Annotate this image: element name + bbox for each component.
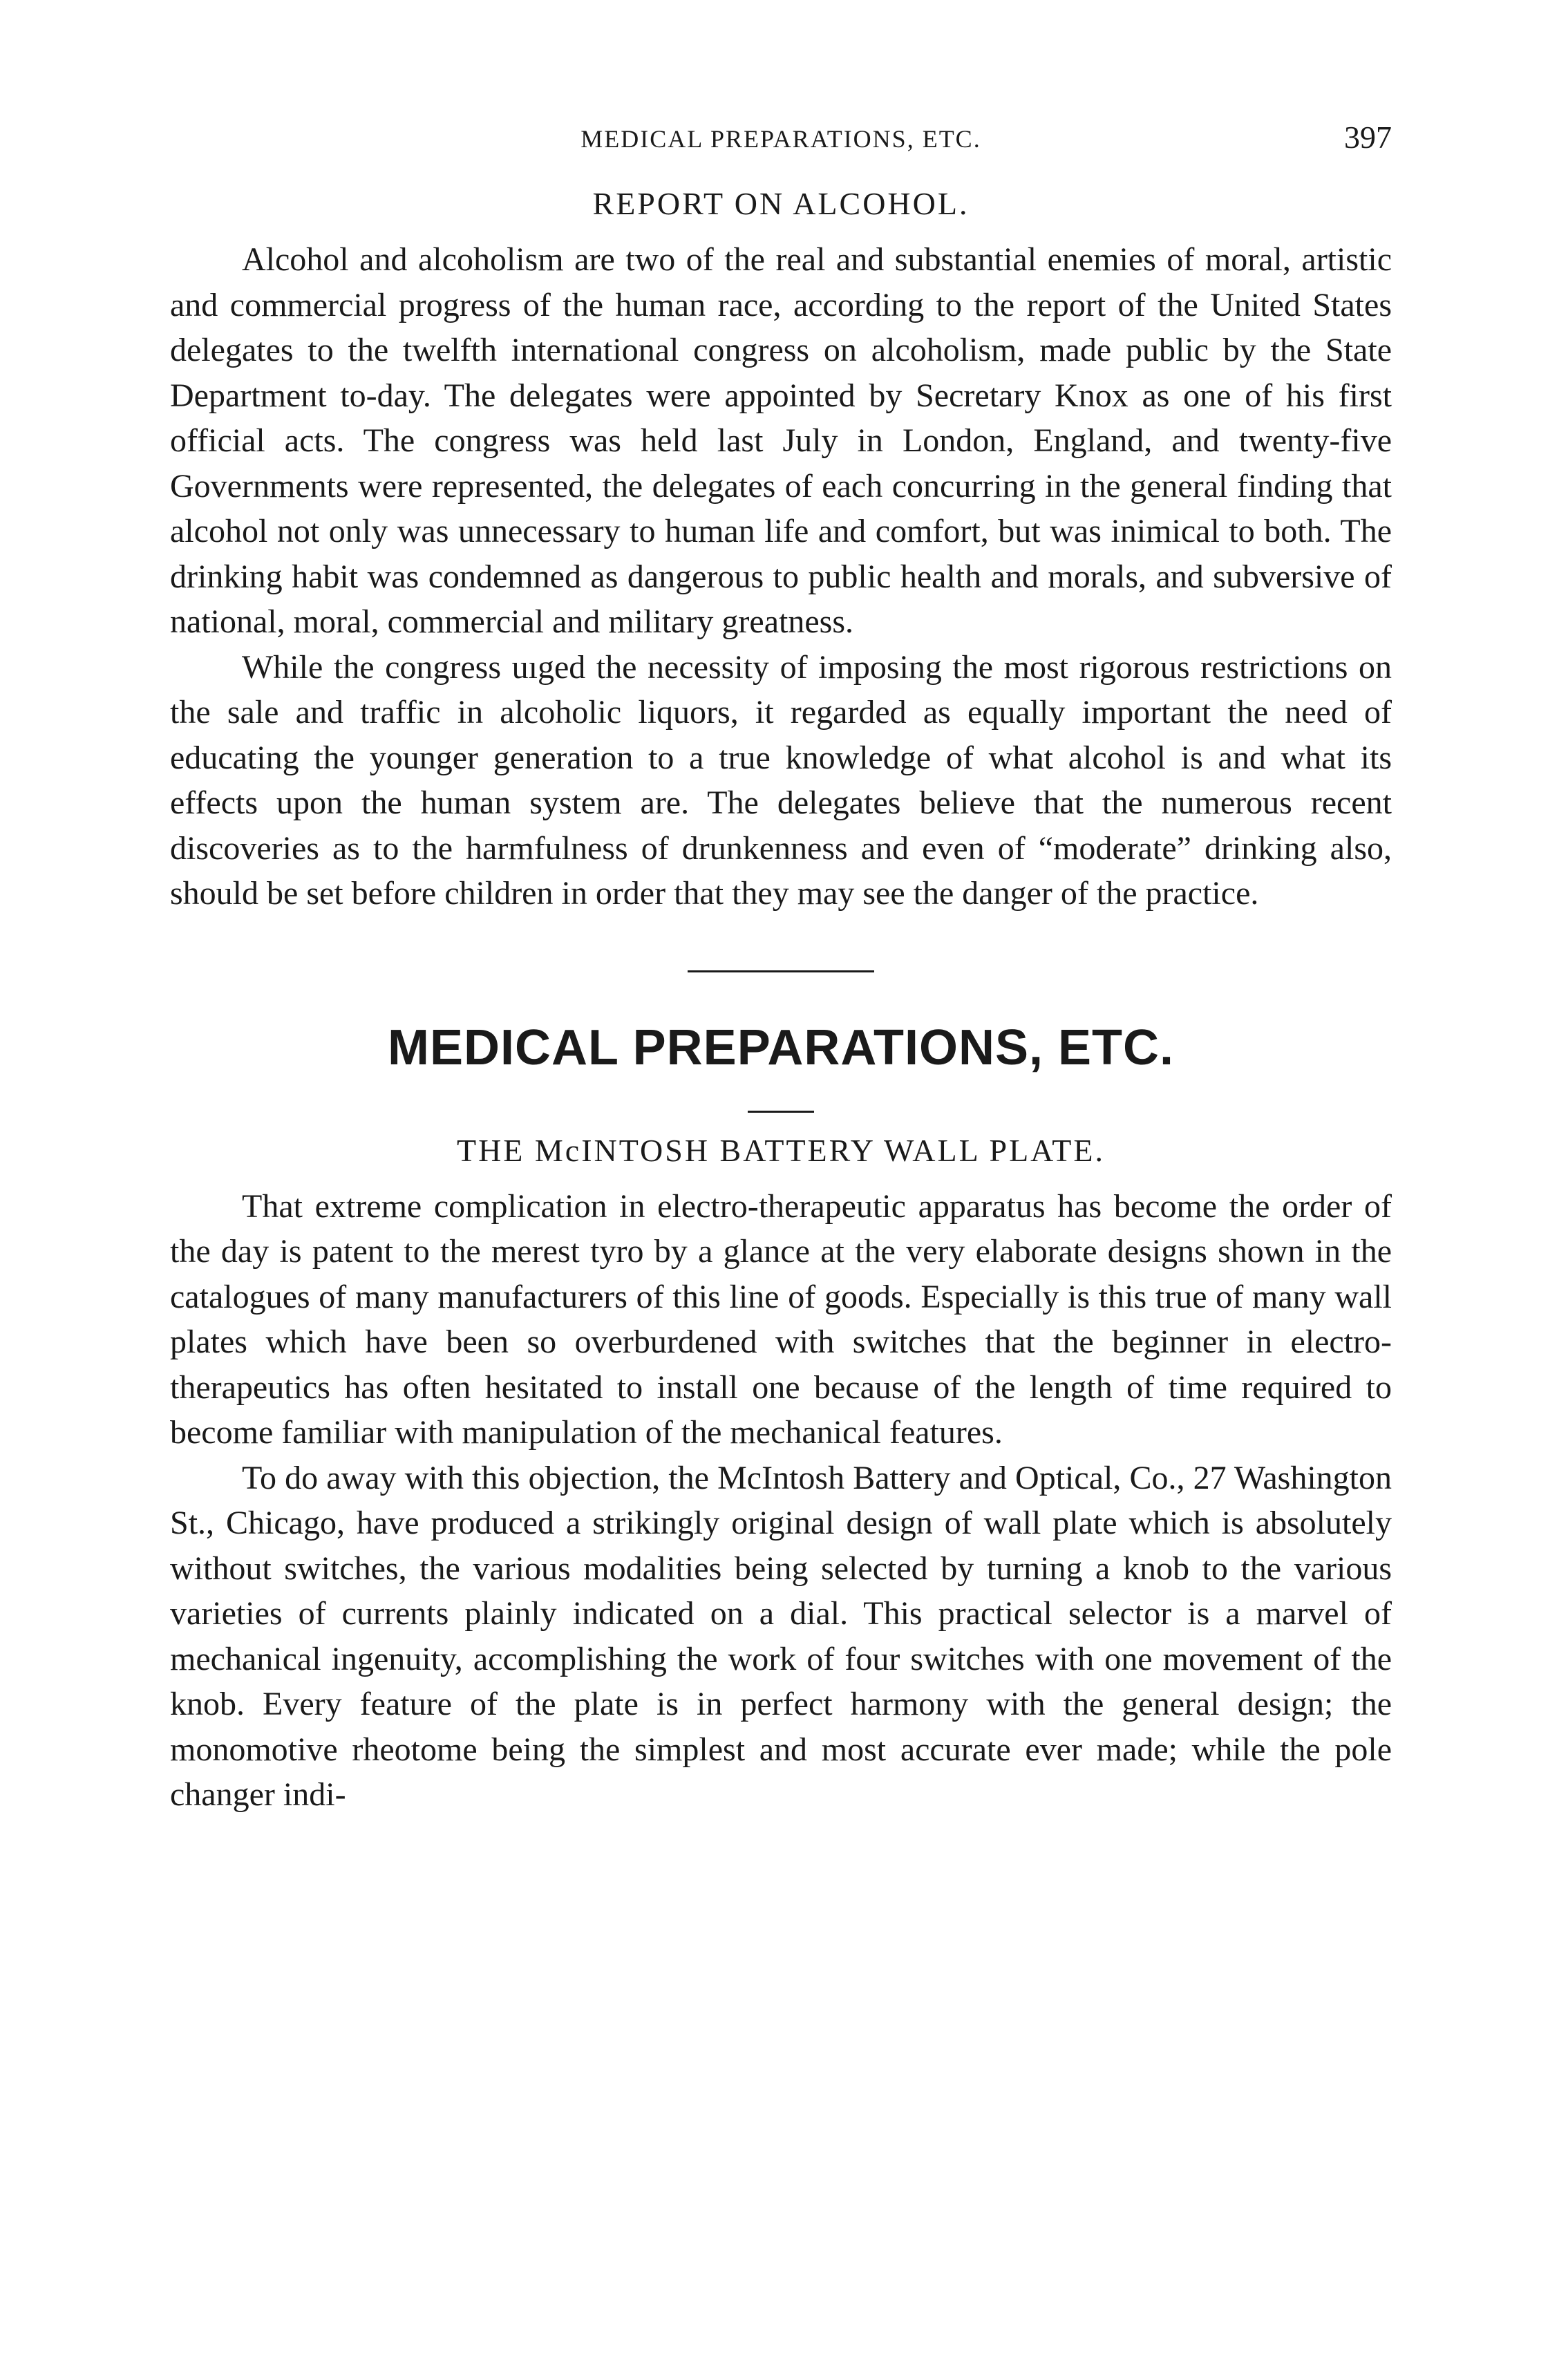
running-head [170,104,1392,166]
report-paragraph-1: Alcohol and alcoholism are two of the real and substantial enemies of moral, artistic and commercial progress of the human race, according to the report of the United States delegates to the twelfth international congress on alcoholism, made public by the State Department to-day. The delegates were appointed by Secretary Knox as one of his first official acts. The congress was held last July in London, England, and twenty-five Governments were represented, the delegates of each concurring in the general finding that alcohol not only was unnecessary to human life and comfort, but was inimical to both. The drinking habit was condemned as dangerous to public health and morals, and subversive of national, moral, commercial and military greatness. [170,241,1392,640]
report-paragraph-2: While the congress uıged the necessity of imposing the most rigorous restrictions on the sale and traffic in alcoholic liquors, it regarded as equally important the need of educating the younger generation to a true knowledge of what alcohol is and what its effects upon the human system are. The delegates believe that the numerous recent discoveries as to the harmfulness of drunkenness and even of “moderate” drinking also, should be set before children in order that they may see the danger of the practice. [170,648,1392,912]
article-title: THE McINTOSH BATTERY WALL PLATE. [456,1132,1105,1168]
report-title: REPORT ON ALCOHOL. [592,186,970,221]
article-paragraph-2: To do away with this objection, the McIntosh Battery and Optical, Co., 27 Washington St., Chicago, have produced a strikingly original design of wall plate which is absolutely without switches, the various modalities being selected by turning a knob to the various varieties of currents plainly indicated on a dial. This practical selector is a marvel of mechanical ingenuity, accomplishing the work of four switches with one movement of the knob. Every feature of the plate is in perfect harmony with the general design; the monomotive rheotome being the simplest and most accurate ever made; while the pole changer indi- [170,1459,1392,1813]
section-title: MEDICAL PREPARATIONS, ETC. [387,1019,1175,1075]
section-divider [688,970,874,972]
title-divider [748,1111,814,1113]
article-paragraph-1: That extreme complication in electro-therapeutic apparatus has become the order of the day is patent to the merest tyro by a glance at the very elaborate designs shown in the catalogues of many manufacturers of this line of goods. Especially is this true of many wall plates which have been so overburdened with switches that the beginner in electro-therapeutics has often hesitated to install one because of the length of time required to become familiar with manipulation of the mechanical features. [170,1187,1392,1451]
book-page [170,104,1392,1818]
running-title: MEDICAL PREPARATIONS, ETC. [580,125,981,153]
page-number: 397 [1344,120,1392,155]
